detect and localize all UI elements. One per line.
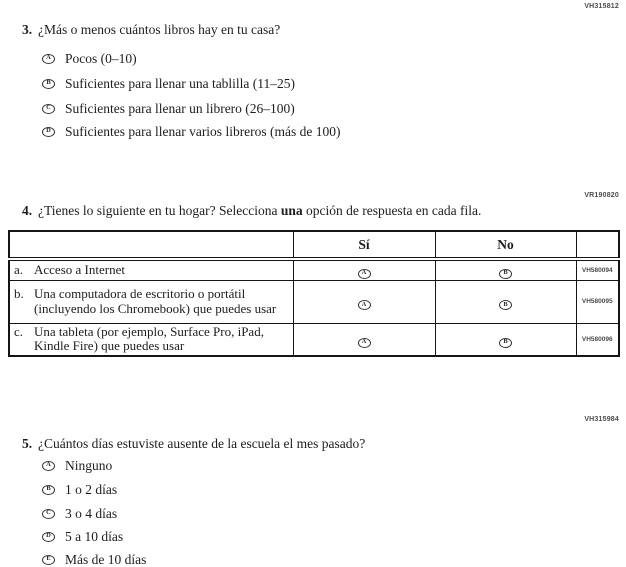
q4-item-code: VR190820 bbox=[584, 192, 619, 199]
q4-row-b-yes-cell[interactable] bbox=[293, 280, 435, 323]
answer-bubble-a-icon[interactable]: A bbox=[42, 54, 55, 64]
q3-option-b[interactable] bbox=[42, 76, 295, 91]
q4-row-c-label: Una tableta (por ejemplo, Surface Pro, iPad, Kindle Fire) que puedes usar bbox=[34, 323, 264, 354]
q3-option-c[interactable] bbox=[42, 101, 295, 116]
q3-option-a-label: Pocos (0–10) bbox=[65, 51, 137, 66]
q5-option-d[interactable] bbox=[42, 529, 123, 544]
q4-row-a-description bbox=[9, 259, 293, 280]
q4-row-b-label: Una computadora de escritorio o portátil (incluyendo los Chromebook) que puedes usar bbox=[34, 286, 277, 316]
q5-option-c[interactable] bbox=[42, 506, 117, 521]
q3-option-b-label: Suficientes para llenar una tablilla (11–25) bbox=[65, 76, 296, 91]
answer-bubble-d-icon[interactable]: D bbox=[42, 532, 55, 542]
q4-row-c-code: VH580096 bbox=[576, 323, 619, 356]
q5-option-e[interactable] bbox=[42, 552, 146, 567]
q3-option-c-label: Suficientes para llenar un librero (26–100) bbox=[65, 101, 295, 116]
q4-response-table bbox=[8, 230, 620, 357]
q5-option-b-label: 1 o 2 días bbox=[65, 482, 118, 497]
q4-row-a-label: Acceso a Internet bbox=[34, 262, 125, 277]
answer-bubble-b-icon[interactable]: B bbox=[499, 300, 512, 310]
q5-option-c-label: 3 o 4 días bbox=[65, 506, 118, 521]
q3-option-a[interactable] bbox=[42, 51, 137, 66]
answer-bubble-d-icon[interactable]: D bbox=[42, 127, 55, 137]
q5-option-b[interactable] bbox=[42, 482, 117, 497]
answer-bubble-b-icon[interactable]: B bbox=[42, 79, 55, 89]
answer-bubble-a-icon[interactable]: A bbox=[358, 338, 371, 348]
answer-bubble-c-icon[interactable]: C bbox=[42, 104, 55, 114]
answer-bubble-b-icon[interactable]: B bbox=[499, 269, 512, 279]
q4-row-a-yes-cell[interactable] bbox=[293, 259, 435, 280]
q4-number: 4. bbox=[22, 203, 33, 218]
q4-row-c-letter: c. bbox=[14, 323, 24, 339]
q4-header-no: No bbox=[435, 231, 576, 259]
q3-number: 3. bbox=[22, 22, 33, 37]
q4-header-yes: Sí bbox=[293, 231, 435, 259]
table-row-a bbox=[9, 259, 619, 280]
q4-text bbox=[38, 203, 481, 218]
q4-row-a-letter: a. bbox=[14, 262, 24, 277]
q3-text: ¿Más o menos cuántos libros hay en tu casa? bbox=[38, 22, 281, 37]
q4-row-c-description bbox=[9, 323, 293, 356]
q5-option-a[interactable] bbox=[42, 458, 112, 473]
q4-row-b-no-cell[interactable] bbox=[435, 280, 576, 323]
answer-bubble-a-icon[interactable]: A bbox=[358, 269, 371, 279]
q5-option-a-label: Ninguno bbox=[65, 458, 113, 473]
q3-item-code: VH315812 bbox=[584, 3, 619, 10]
q3-question bbox=[22, 22, 280, 37]
q4-row-b-letter: b. bbox=[14, 286, 24, 301]
q4-header-item-cell bbox=[9, 231, 293, 259]
answer-bubble-b-icon[interactable]: B bbox=[42, 485, 55, 495]
q4-row-c-yes-cell[interactable] bbox=[293, 323, 435, 356]
q5-option-d-label: 5 a 10 días bbox=[65, 529, 124, 544]
q4-text-bold: una bbox=[280, 203, 303, 218]
q5-number: 5. bbox=[22, 436, 33, 451]
q4-table-header-row bbox=[9, 231, 619, 259]
q4-text-after: opción de respuesta en cada fila. bbox=[302, 203, 482, 218]
q4-header-code-cell bbox=[576, 231, 619, 259]
table-row-b bbox=[9, 280, 619, 323]
table-row-c bbox=[9, 323, 619, 356]
q4-row-b-code: VH580095 bbox=[576, 280, 619, 323]
q4-row-c-no-cell[interactable] bbox=[435, 323, 576, 356]
q4-row-b-description bbox=[9, 280, 293, 323]
answer-bubble-a-icon[interactable]: A bbox=[42, 461, 55, 471]
q4-row-a-no-cell[interactable] bbox=[435, 259, 576, 280]
q5-option-e-label: Más de 10 días bbox=[65, 552, 147, 567]
q4-question bbox=[22, 203, 481, 218]
q3-option-d[interactable] bbox=[42, 124, 341, 139]
answer-bubble-c-icon[interactable]: C bbox=[42, 509, 55, 519]
q4-row-a-code: VH580094 bbox=[576, 259, 619, 280]
q5-question bbox=[22, 436, 365, 451]
q4-text-before: ¿Tienes lo siguiente en tu hogar? Selecciona bbox=[38, 203, 281, 218]
q5-item-code: VH315984 bbox=[584, 416, 619, 423]
q3-option-d-label: Suficientes para llenar varios libreros (más de 100) bbox=[65, 124, 341, 139]
q5-text: ¿Cuántos días estuviste ausente de la escuela el mes pasado? bbox=[38, 436, 366, 451]
answer-bubble-e-icon[interactable]: E bbox=[42, 555, 55, 565]
answer-bubble-b-icon[interactable]: B bbox=[499, 338, 512, 348]
answer-bubble-a-icon[interactable]: A bbox=[358, 300, 371, 310]
